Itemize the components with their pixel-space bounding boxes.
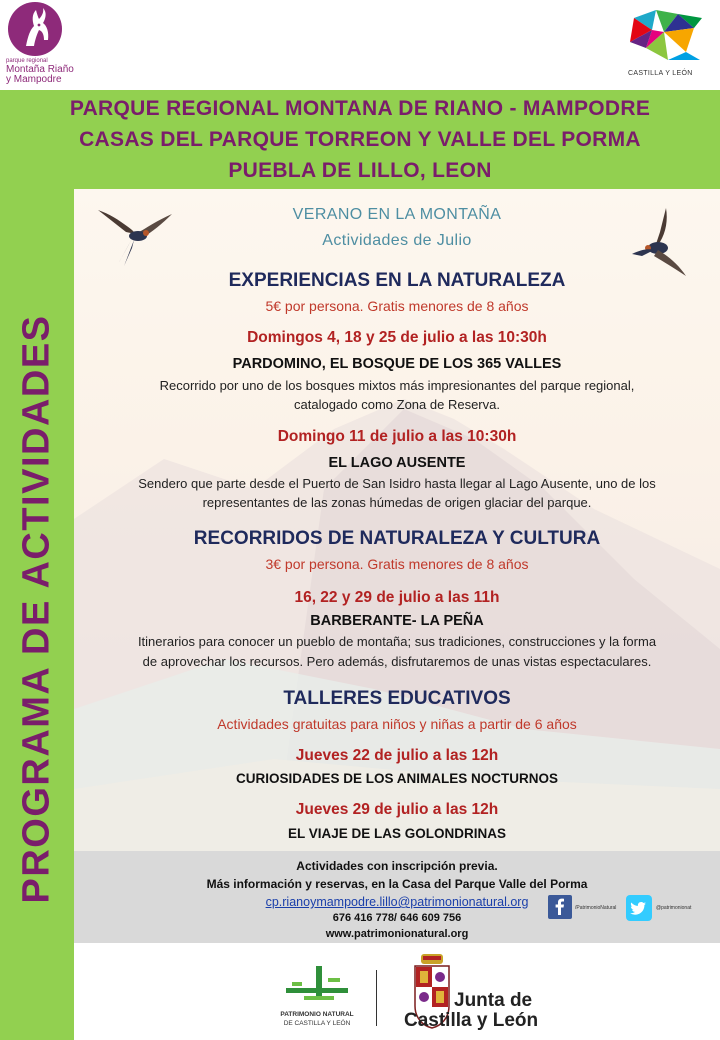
facebook-icon [548,895,572,919]
logo-small-text: parque regional [6,58,48,64]
junta-line2: Castilla y León [404,1010,539,1031]
program-heading-1: VERANO EN LA MONTAÑA [292,206,502,223]
section-title: RECORRIDOS DE NATURALEZA Y CULTURA [193,528,601,549]
footer-line-1: Actividades con inscripción previa. [296,859,498,873]
facebook-link[interactable] [548,895,618,921]
section-price: Actividades gratuitas para niños y niñas a partir de 6 años [217,716,577,732]
banner-line-3: PUEBLA DE LILLO, LEON [228,159,492,182]
title-banner [0,90,720,189]
parque-regional-logo [4,2,84,88]
activity-description-line1: Sendero que parte desde el Puerto de San Isidro hasta llegar al Lago Ausente, uno de los [138,476,656,491]
junta-line1: Junta de [454,990,533,1011]
twitter-icon [626,895,652,921]
activity-date: Domingos 4, 18 y 25 de julio a las 10:30h [247,329,547,346]
program-heading-2: Actividades de Julio [322,232,472,249]
header [0,0,720,90]
patrimonio-natural-logo-icon [282,964,352,1006]
logo-divider [376,970,377,1026]
logo-name-line1: Montaña Riaño [6,64,74,75]
contact-email-link[interactable]: cp.rianoymampodre.lillo@patrimonionatural.org [265,895,529,909]
activity-description-line2: de aprovechar los recursos. Pero además, disfrutaremos de unas vistas espectaculares. [142,654,652,669]
section-title: EXPERIENCIAS EN LA NATURALEZA [228,270,566,291]
logo-name-line2: y Mampodre [6,74,62,85]
sidebar-vertical-title: PROGRAMA DE ACTIVIDADES [15,314,58,904]
sidebar [0,189,74,1040]
chamois-logo-icon [8,2,62,56]
contact-phones: 676 416 778/ 646 609 756 [332,912,462,924]
activity-date: Jueves 29 de julio a las 12h [295,801,499,818]
activity-date: Domingo 11 de julio a las 10:30h [277,428,517,445]
banner-line-2: CASAS DEL PARQUE TORREON Y VALLE DEL PORMA [79,128,641,151]
bottom-logos [74,943,720,1040]
castilla-y-leon-emblem-icon [616,8,716,68]
section-price: 3€ por persona. Gratis menores de 8 años [265,556,529,572]
castilla-y-leon-logo [616,8,716,84]
logo-name [6,65,74,85]
twitter-label: @patrimonionat [656,905,692,911]
activity-description-line2: representantes de las zonas húmedas de origen glaciar del parque. [202,495,592,510]
activity-title: EL LAGO AUSENTE [328,455,466,471]
section-price: 5€ por persona. Gratis menores de 8 años [265,298,529,314]
activity-title: PARDOMINO, EL BOSQUE DE LOS 365 VALLES [232,356,562,372]
patrimonio-natural-line2: DE CASTILLA Y LEÓN [283,1020,351,1027]
twitter-link[interactable] [626,895,716,921]
activity-date: 16, 22 y 29 de julio a las 11h [294,589,500,606]
section-title: TALLERES EDUCATIVOS [283,688,511,709]
facebook-label: /PatrimonioNatural [575,905,617,911]
activity-title: EL VIAJE DE LAS GOLONDRINAS [287,826,507,841]
footer-line-2: Más información y reservas, en la Casa del Parque Valle del Porma [206,877,588,891]
activity-date: Jueves 22 de julio a las 12h [295,747,499,764]
activity-description-line1: Recorrido por uno de los bosques mixtos más impresionantes del parque regional, [159,378,635,393]
castilla-y-leon-label: CASTILLA Y LEÓN [628,70,693,77]
activity-description-line2: catalogado como Zona de Reserva. [294,397,500,412]
activity-description-line1: Itinerarios para conocer un pueblo de montaña; sus tradiciones, construcciones y la forma [137,634,657,649]
patrimonio-natural-line1: PATRIMONIO NATURAL [280,1011,354,1018]
banner-line-1: PARQUE REGIONAL MONTANA DE RIANO - MAMPODRE [69,97,651,120]
activity-title: BARBERANTE- LA PEÑA [310,613,484,629]
activity-title: CURIOSIDADES DE LOS ANIMALES NOCTURNOS [235,771,559,786]
website-link[interactable]: www.patrimonionatural.org [325,928,469,940]
